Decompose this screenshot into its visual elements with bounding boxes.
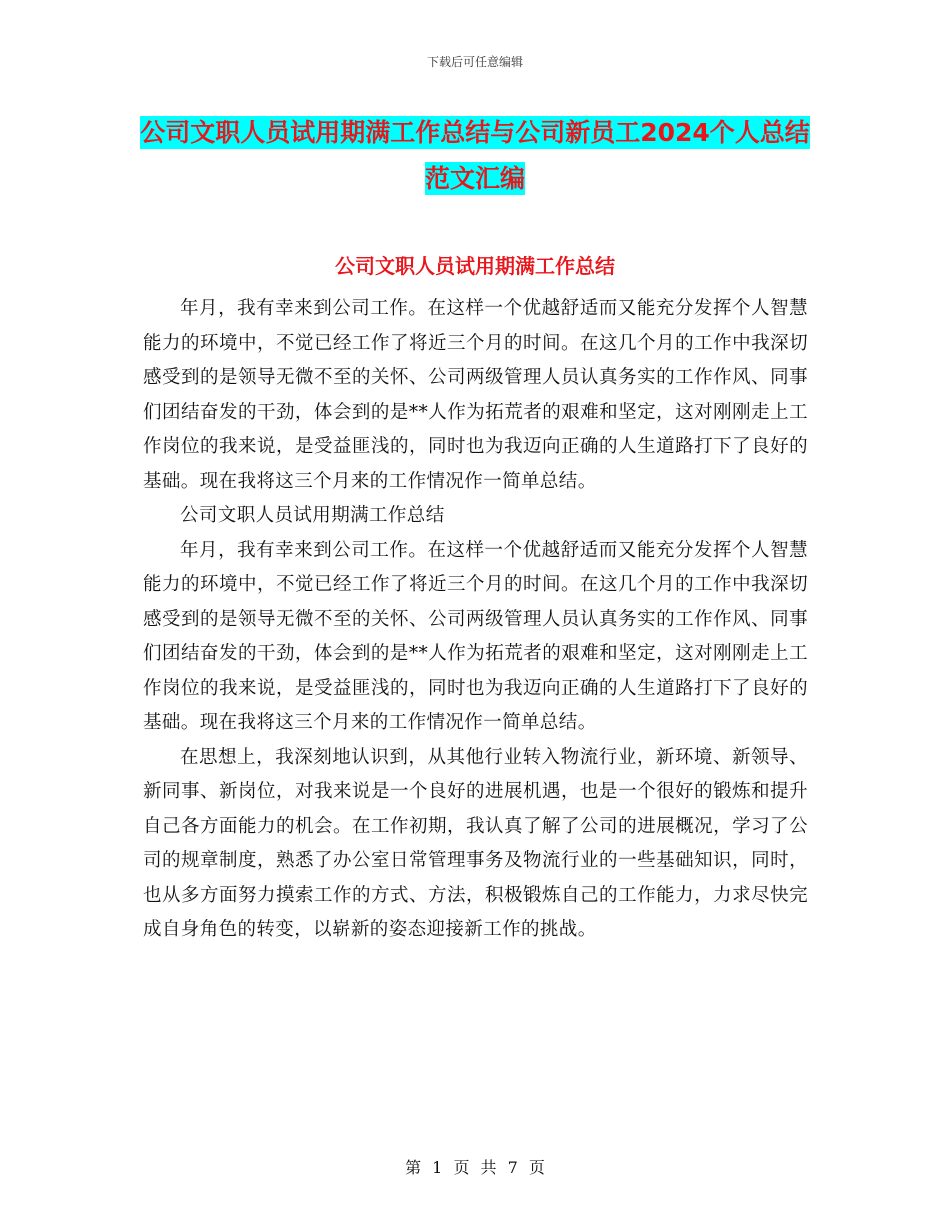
paragraph-4: 在思想上，我深刻地认识到，从其他行业转入物流行业，新环境、新领导、新同事、新岗位，对我来说是一个良好的进展机遇，也是一个很好的锻炼和提升自己各方面能力的机会。在工作初期，我认真了解了公司的进展概况，学习了公司的规章制度，熟悉了办公室日常管理事务及物流行业的一些基础知识，同时，也从多方面努力摸索工作的方式、方法，积极锻炼自己的工作能力，力求尽快完成自身角色的转变，以崭新的姿态迎接新工作的挑战。 — [143, 746, 808, 940]
header-note: 下载后可任意编辑 — [426, 55, 523, 69]
section-title: 公司文职人员试用期满工作总结 — [335, 254, 615, 278]
body-text — [143, 292, 808, 948]
paragraph-1: 年月，我有幸来到公司工作。在这样一个优越舒适而又能充分发挥个人智慧能力的环境中，不觉已经工作了将近三个月的时间。在这几个月的工作中我深切感受到的是领导无微不至的关怀、公司两级管理人员认真务实的工作作风、同事们团结奋发的干劲，体会到的是**人作为拓荒者的艰难和坚定，这对刚刚走上工作岗位的我来说，是受益匪浅的，同时也为我迈向正确的人生道路打下了良好的基础。现在我将这三个月来的工作情况作一简单总结。 — [143, 298, 808, 492]
document-title — [140, 110, 810, 202]
page-footer: 第 1 页 共 7 页 — [405, 1158, 545, 1177]
document-title-text: 公司文职人员试用期满工作总结与公司新员工2024个人总结范文汇编 — [140, 118, 810, 193]
paragraph-3: 年月，我有幸来到公司工作。在这样一个优越舒适而又能充分发挥个人智慧能力的环境中，不觉已经工作了将近三个月的时间。在这几个月的工作中我深切感受到的是领导无微不至的关怀、公司两级管理人员认真务实的工作作风、同事们团结奋发的干劲，体会到的是**人作为拓荒者的艰难和坚定，这对刚刚走上工作岗位的我来说，是受益匪浅的，同时也为我迈向正确的人生道路打下了良好的基础。现在我将这三个月来的工作情况作一简单总结。 — [143, 539, 808, 733]
paragraph-2: 公司文职人员试用期满工作总结 — [180, 505, 445, 526]
